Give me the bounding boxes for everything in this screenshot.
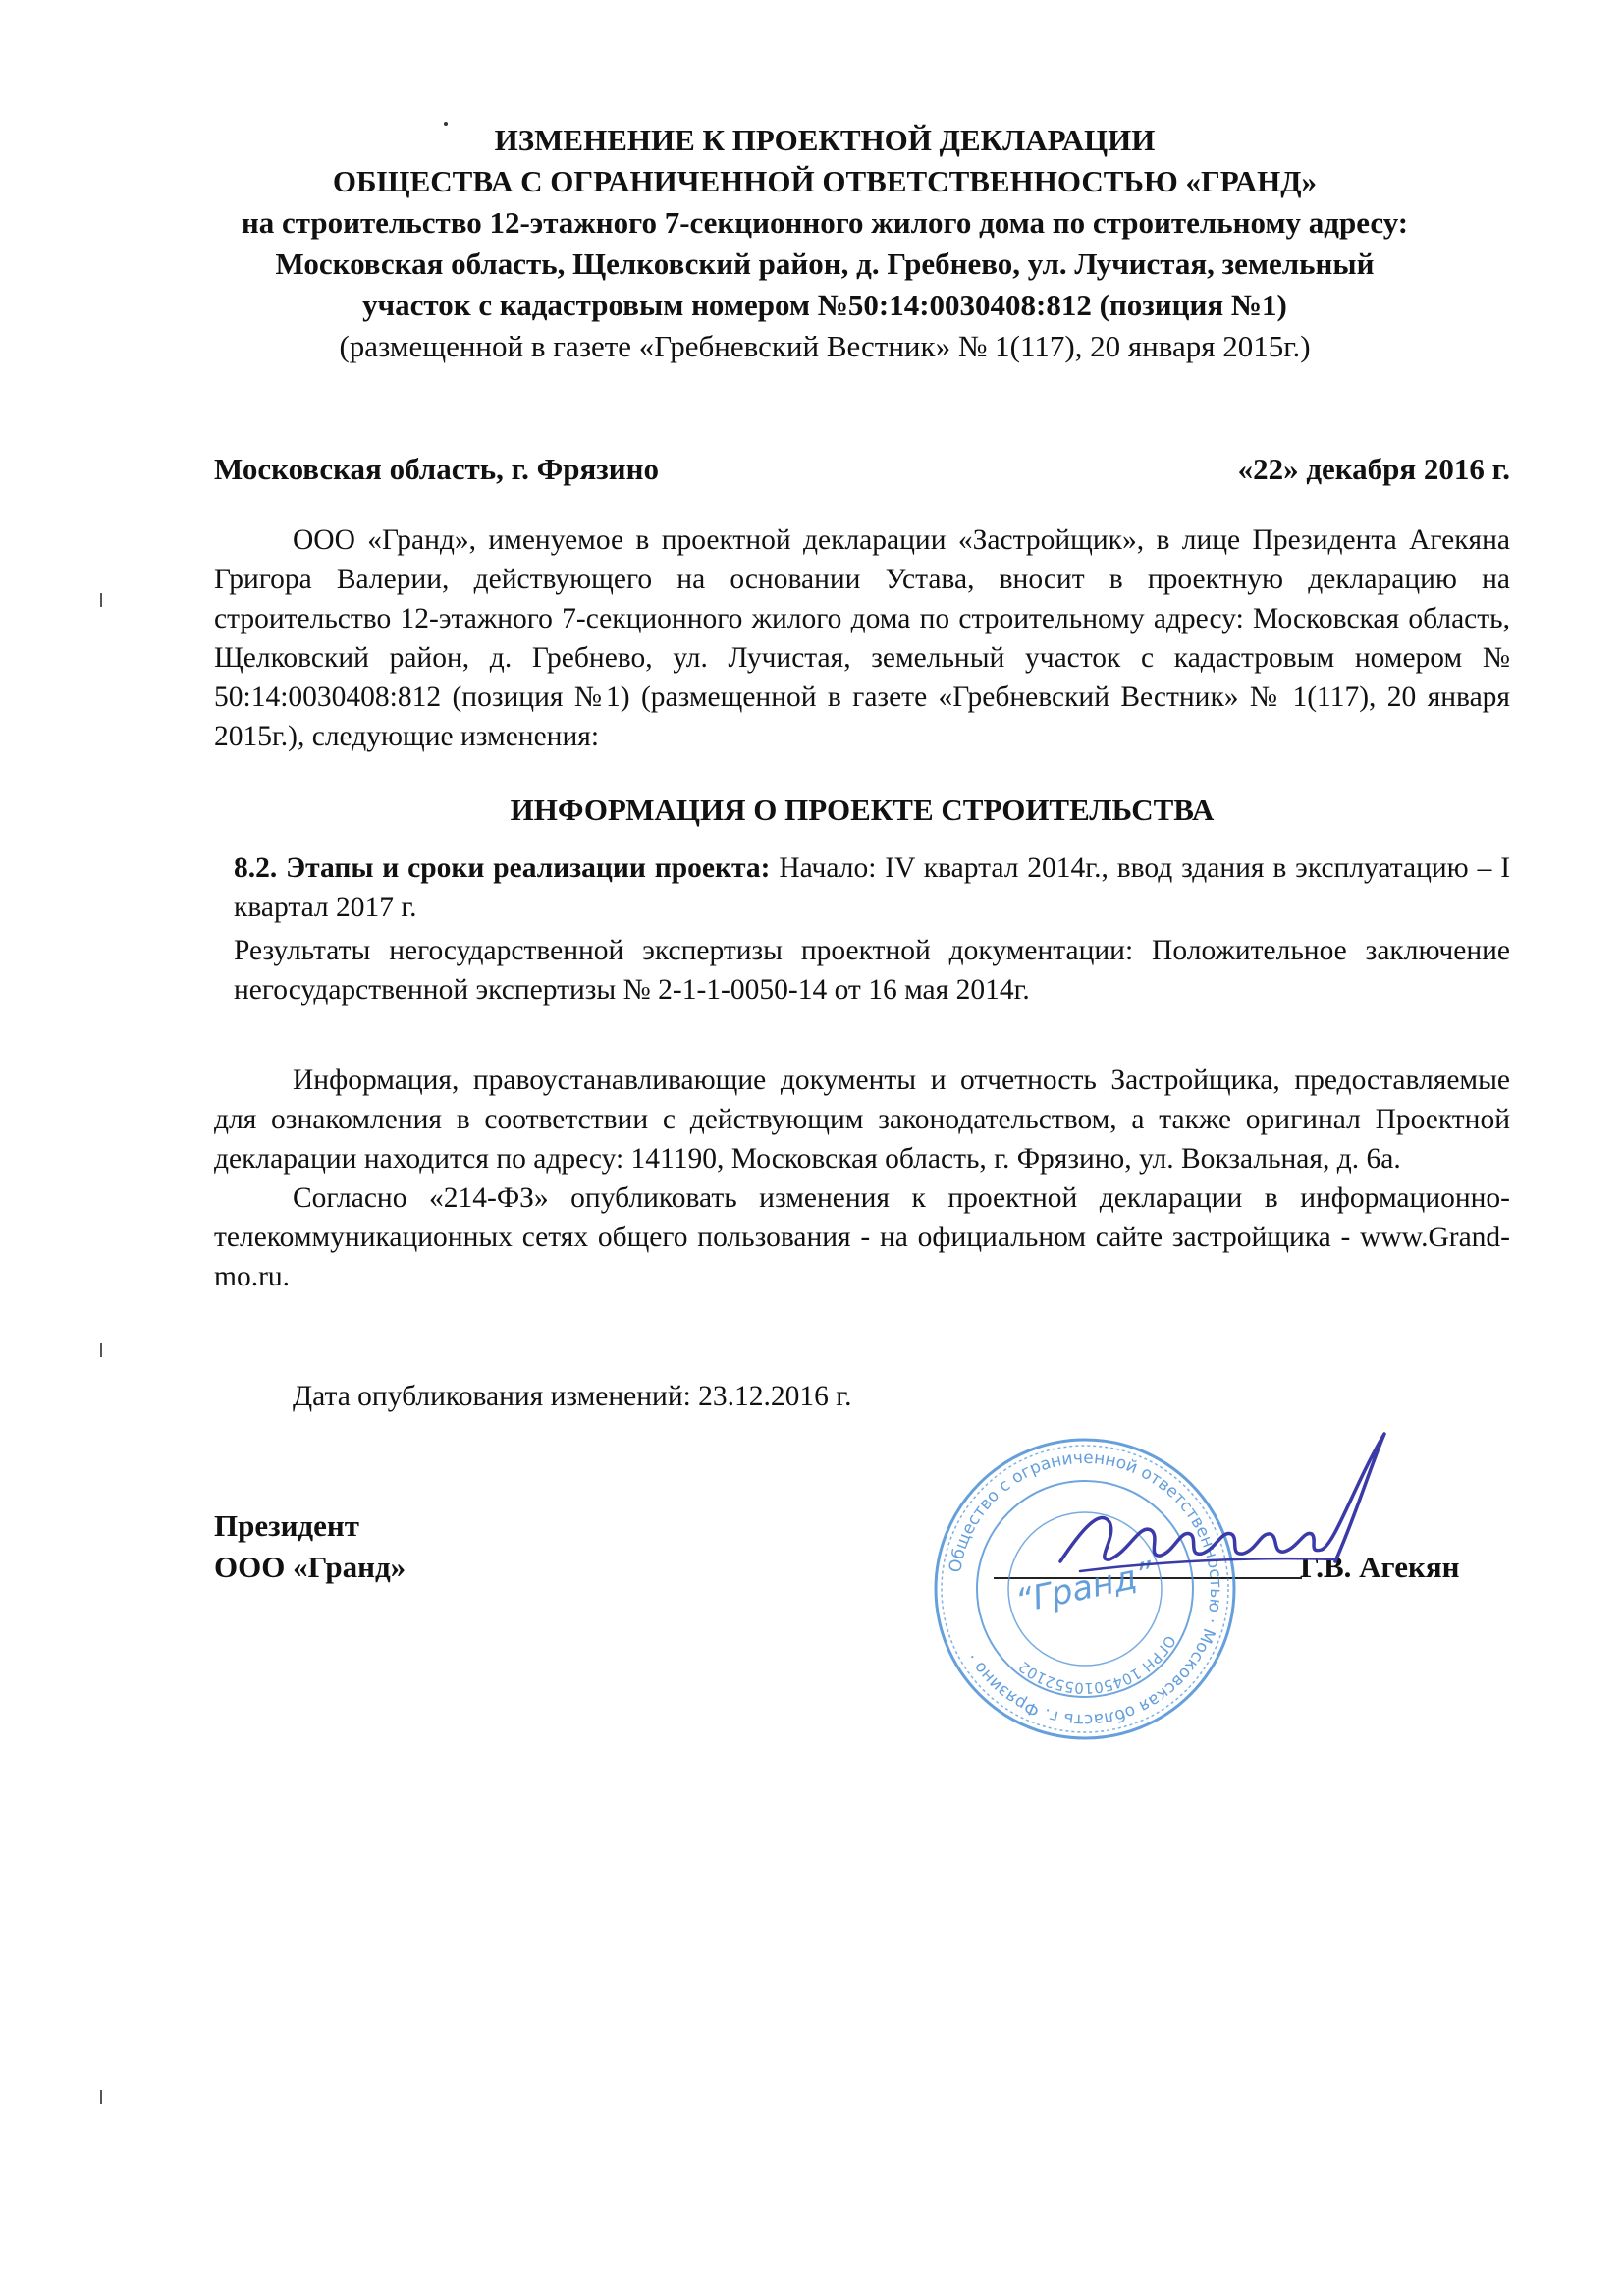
project-info-block <box>214 848 1510 1010</box>
stamp-center-text: “Гранд” <box>1012 1554 1158 1622</box>
scan-margin-mark <box>100 2090 102 2104</box>
section-title: ИНФОРМАЦИЯ О ПРОЕКТЕ СТРОИТЕЛЬСТВА <box>510 793 1215 827</box>
document-date: «22» декабря 2016 г. <box>1237 452 1510 486</box>
intro-paragraph: ООО «Гранд», именуемое в проектной декларации «Застройщик», в лице Президента Агекяна Григора Валерии, действующего на основании Устава, вносит в проектную декларацию на строительство 12-этажного 7-секционного жилого дома по строительному адресу: Московская область, Щелковский район, д. Гребнево, ул. Лучистая, земельный участок с кадастровым номером № 50:14:0030408:812 (позиция №1) (размещенной в газете «Гребневский Вестник» № 1(117), 20 января 2015г.), следующие изменения: <box>214 524 1510 752</box>
handwritten-signature <box>1041 1414 1414 1611</box>
stamp-ring-text: Общество с ограниченной ответственностью · Московская область г. Фрязино · <box>946 1448 1226 1730</box>
info-paragraph: Информация, правоустанавливающие документы и отчетность Застройщика, предоставляемые для ознакомления в соответствии с действующим законодательством, а также оригинал Проектной декларации находится по адресу: 141190, Московская область, г. Фрязино, ул. Вокзальная, д. 6а. <box>214 1065 1510 1175</box>
info-block <box>214 1061 1510 1296</box>
header-title: ИЗМЕНЕНИЕ К ПРОЕКТНОЙ ДЕКЛАРАЦИИ <box>494 123 1156 157</box>
header-address: Московская область, Щелковский район, д. Гребнево, ул. Лучистая, земельный <box>275 246 1375 281</box>
scan-margin-mark <box>100 593 102 607</box>
item-8-2-label: 8.2. Этапы и сроки реализации проекта: <box>234 852 771 884</box>
signatory-org: ООО «Гранд» <box>214 1550 406 1584</box>
header-publication: (размещенной в газете «Гребневский Вестник» № 1(117), 20 января 2015г.) <box>339 329 1311 363</box>
signatory-title: Президент <box>214 1508 359 1543</box>
item-8-2-text: Начало: IV квартал 2014г., ввод здания в эксплуатацию – I квартал 2017 г. <box>234 852 1511 923</box>
document-header <box>147 120 1502 367</box>
stamp-ogrn: ОГРН 1045010552102 <box>1015 1632 1180 1698</box>
item-8-2 <box>214 848 1510 927</box>
place: Московская область, г. Фрязино <box>214 452 659 486</box>
publish-date: Дата опубликования изменений: 23.12.2016 г. <box>293 1381 852 1412</box>
publish-date-block <box>214 1377 1510 1416</box>
scan-margin-mark <box>100 1343 102 1357</box>
header-subject: на строительство 12-этажного 7-секционного жилого дома по строительному адресу: <box>241 205 1409 240</box>
signatory-block <box>214 1505 406 1588</box>
signature-stroke <box>1060 1434 1384 1561</box>
expertise-paragraph: Результаты негосударственной экспертизы проектной документации: Положительное заключение негосударственной экспертизы № 2-1-1-0050-14 от 16 мая 2014г. <box>234 935 1510 1006</box>
publish-paragraph: Согласно «214-ФЗ» опубликовать изменения к проектной декларации в информационно-телекоммуникационных сетях общего пользования - на официальном сайте застройщика - www.Grand-mo.ru. <box>214 1182 1510 1292</box>
header-cadastral: участок с кадастровым номером №50:14:0030408:812 (позиция №1) <box>362 288 1287 322</box>
header-company: ОБЩЕСТВА С ОГРАНИЧЕННОЙ ОТВЕТСТВЕННОСТЬЮ «ГРАНД» <box>332 164 1318 198</box>
signature-underline-stroke <box>1080 1558 1335 1571</box>
intro-block <box>214 520 1510 756</box>
signatory-name: Г.В. Агекян <box>1300 1550 1460 1584</box>
